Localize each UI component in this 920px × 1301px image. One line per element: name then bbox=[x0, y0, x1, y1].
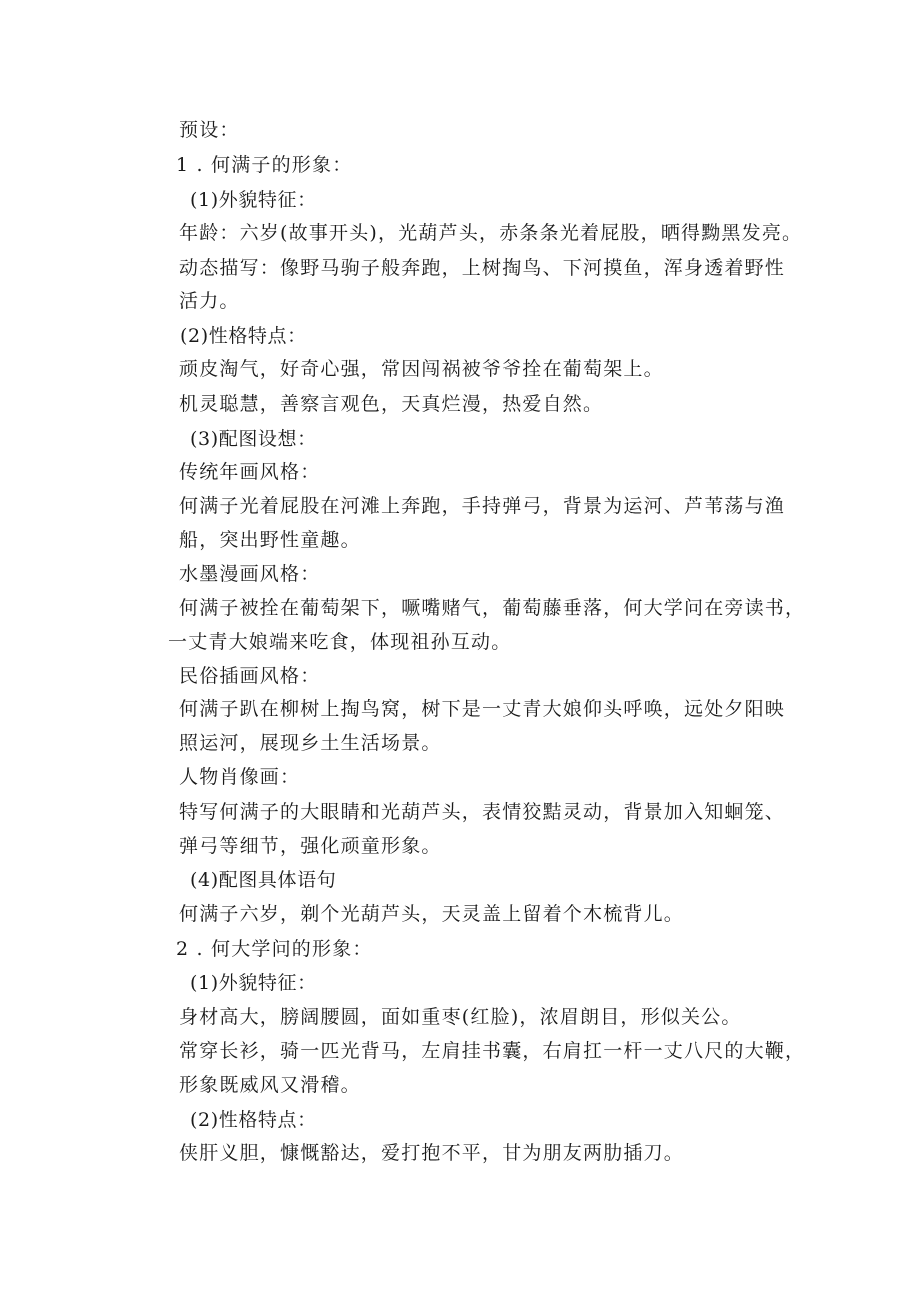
paragraph-line: 照运河，展现乡土生活场景。 bbox=[179, 732, 442, 754]
paragraph-line: 机灵聪慧，善察言观色，天真烂漫，热爱自然。 bbox=[179, 393, 604, 415]
paragraph-line: 一丈青大娘端来吃食，体现祖孙互动。 bbox=[168, 631, 512, 653]
paragraph-line: 何满子趴在柳树上掏鸟窝，树下是一丈青大娘仰头呼唤，远处夕阳映 bbox=[179, 698, 786, 720]
style-label: 民俗插画风格： bbox=[179, 665, 321, 687]
style-label: 人物肖像画： bbox=[179, 766, 301, 788]
section-2-heading: 2 . 何大学问的形象： bbox=[176, 938, 373, 960]
subsection-1-4-heading: (4)配图具体语句 bbox=[190, 869, 337, 891]
section-1-heading: 1 . 何满子的形象： bbox=[176, 154, 353, 176]
style-label: 水墨漫画风格： bbox=[179, 563, 321, 585]
paragraph-line: 形象既威风又滑稽。 bbox=[179, 1074, 361, 1096]
paragraph-line: 何满子被拴在葡萄架下，噘嘴赌气，葡萄藤垂落，何大学问在旁读书， bbox=[179, 597, 806, 619]
paragraph-line: 常穿长衫，骑一匹光背马，左肩挂书囊，右肩扛一杆一丈八尺的大鞭， bbox=[179, 1040, 806, 1062]
paragraph-line: 何满子六岁，剃个光葫芦头，天灵盖上留着个木梳背儿。 bbox=[179, 903, 685, 925]
subsection-2-1-heading: (1)外貌特征： bbox=[190, 972, 317, 994]
subsection-2-2-heading: (2)性格特点： bbox=[190, 1109, 317, 1131]
subsection-1-1-heading: (1)外貌特征： bbox=[190, 189, 317, 211]
paragraph-line: 活力。 bbox=[179, 290, 240, 312]
paragraph-line: 特写何满子的大眼睛和光葫芦头，表情狡黠灵动，背景加入知蛔笼、 bbox=[179, 801, 786, 823]
paragraph-line: 弹弓等细节，强化顽童形象。 bbox=[179, 835, 442, 857]
paragraph-line: 何满子光着屁股在河滩上奔跑，手持弹弓，背景为运河、芦苇荡与渔 bbox=[179, 495, 786, 517]
subsection-1-2-heading: (2)性格特点： bbox=[180, 325, 307, 347]
paragraph-line: 年龄：六岁(故事开头)，光葫芦头，赤条条光着屁股，晒得黝黑发亮。 bbox=[179, 222, 803, 244]
preset-label: 预设： bbox=[179, 119, 240, 141]
paragraph-line: 顽皮淘气，好奇心强，常因闯祸被爷爷拴在葡萄架上。 bbox=[179, 358, 664, 380]
subsection-1-3-heading: (3)配图设想： bbox=[190, 428, 317, 450]
paragraph-line: 侠肝义胆，慷慨豁达，爱打抱不平，甘为朋友两肋插刀。 bbox=[179, 1142, 685, 1164]
paragraph-line: 船，突出野性童趣。 bbox=[179, 529, 361, 551]
style-label: 传统年画风格： bbox=[179, 461, 321, 483]
paragraph-line: 身材高大，膀阔腰圆，面如重枣(红脸)，浓眉朗目，形似关公。 bbox=[179, 1006, 742, 1028]
paragraph-line: 动态描写：像野马驹子般奔跑，上树掏鸟、下河摸鱼，浑身透着野性 bbox=[179, 257, 786, 279]
